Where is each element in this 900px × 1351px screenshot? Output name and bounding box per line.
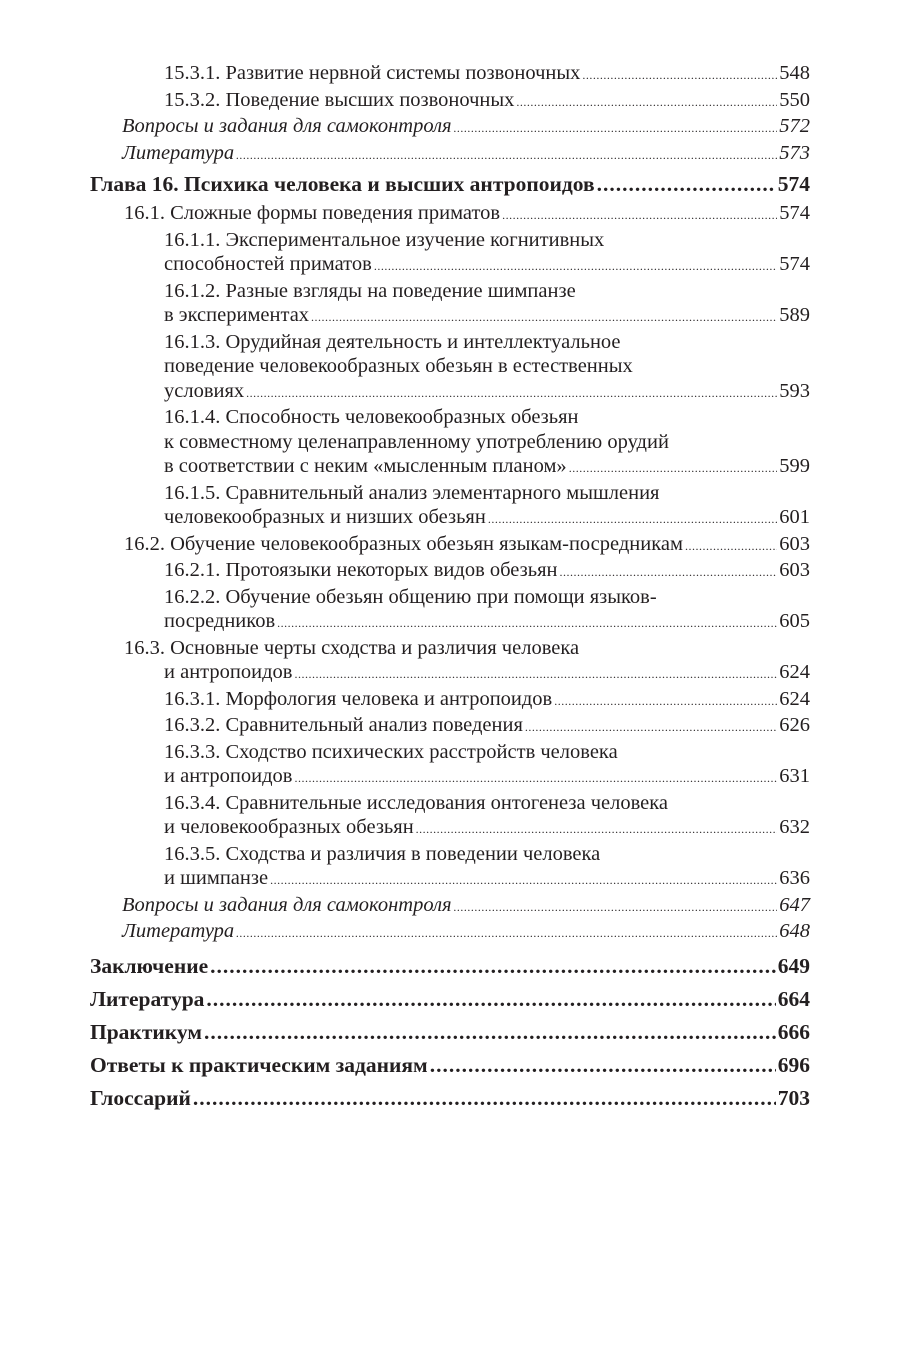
entry-title: 16.3. Основные черты сходства и различия человека [124,636,580,659]
toc-entry [90,201,810,228]
toc-line [164,558,810,585]
dot-leader [193,1082,776,1115]
entry-title: и шимпанзе [164,867,269,889]
dot-leader [582,63,777,88]
toc-line [164,252,810,279]
entry-title: к совместному целенаправленному употреблению орудий [164,430,669,453]
toc-line [164,88,810,115]
toc-line [164,713,810,740]
dot-leader [597,168,776,201]
entry-title: 16.3.4. Сравнительные исследования онтогенеза человека [164,791,668,814]
entry-title: в экспериментах [164,304,310,326]
entry-title: поведение человекообразных обезьян в естественных [164,355,633,377]
dot-leader [454,116,778,141]
dot-leader [416,817,778,842]
toc-line [122,893,810,920]
page-number: 703 [777,1085,810,1110]
entry-title: Заключение [90,953,209,978]
dot-leader [270,868,777,893]
toc-entry [90,713,810,740]
entry-title: человекообразных и низших обезьян [164,506,486,528]
toc-line [164,505,810,532]
dot-leader [554,689,777,714]
dot-leader [454,895,778,920]
entry-title: 15.3.1. Развитие нервной системы позвоночных [164,62,581,84]
toc-entry [90,558,810,585]
entry-title: в соответствии с неким «мысленным планом» [164,455,567,477]
toc-line [164,303,810,330]
entry-title: способностей приматов [164,253,372,275]
entry-title: 16.3.5. Сходства и различия в поведении человека [164,842,601,865]
page-number: 664 [777,986,810,1011]
entry-title: Литература [122,141,235,164]
page-number: 603 [779,532,810,555]
toc-line [122,141,810,168]
page-number: 548 [779,62,810,84]
dot-leader [430,1049,776,1082]
toc-line [164,866,810,893]
toc-line [164,609,810,636]
page-number: 666 [777,1019,810,1044]
toc-entry [90,893,810,920]
entry-title: 16.2.2. Обучение обезьян общению при помощи языков- [164,585,657,608]
toc-line [164,379,810,406]
page-number: 573 [779,141,810,164]
toc-line [164,228,810,253]
toc-entry [90,842,810,893]
page-number: 632 [779,816,810,838]
chapter-entry [90,168,810,201]
toc-line [164,687,810,714]
toc-line [90,1082,810,1115]
entry-title: Литература [90,986,205,1011]
toc-line [124,636,810,661]
entry-title: 16.1. Сложные формы поведения приматов [124,202,501,224]
page-number: 696 [777,1052,810,1077]
dot-leader [277,611,777,636]
dot-leader [236,143,777,168]
entry-title: Глоссарий [90,1085,191,1110]
toc-entry [90,88,810,115]
dot-leader [374,254,777,279]
dot-leader [502,203,777,228]
toc-entry [90,532,810,559]
toc-line [164,405,810,430]
toc-line [164,454,810,481]
entry-title: Литература [122,920,235,942]
toc-entry [90,279,810,330]
section-entry [90,1016,810,1049]
dot-leader [569,456,778,481]
toc-entry [90,585,810,636]
toc-line [90,168,810,201]
entry-title: 16.3.3. Сходство психических расстройств человека [164,740,618,763]
toc-entry [90,919,810,946]
toc-line [124,201,810,228]
entry-title: Вопросы и задания для самоконтроля [122,115,452,137]
dot-leader [685,534,777,559]
entry-title: 16.1.1. Экспериментальное изучение когнитивных [164,228,605,251]
page-number: 593 [779,379,810,402]
entry-title: 15.3.2. Поведение высших позвоночных [164,88,515,111]
entry-title: 16.3.2. Сравнительный анализ поведения [164,714,523,736]
dot-leader [236,921,777,946]
section-entry [90,1049,810,1082]
toc-line [124,532,810,559]
page-number: 649 [777,953,810,978]
entry-title: Глава 16. Психика человека и высших антропоидов [90,172,595,196]
toc-line [90,1016,810,1049]
toc-line [164,279,810,304]
toc-line [164,791,810,816]
toc-entry [90,405,810,481]
page-number: 636 [779,867,810,889]
toc-entry [90,740,810,791]
dot-leader [294,766,777,791]
toc-line [90,983,810,1016]
page-number: 572 [779,115,810,137]
toc-line [122,919,810,946]
section-entry [90,983,810,1016]
page-number: 624 [779,687,810,710]
dot-leader [206,983,775,1016]
toc-line [164,61,810,88]
toc-entry [90,636,810,687]
page-number: 574 [779,253,810,275]
toc-line [164,842,810,867]
page-number: 574 [779,202,810,224]
toc-line [164,740,810,765]
entry-title: 16.1.3. Орудийная деятельность и интеллектуальное [164,330,621,353]
toc-entry [90,791,810,842]
toc-entry [90,687,810,714]
toc-line [164,430,810,455]
page-number: 626 [779,714,810,736]
page-number: 599 [779,455,810,477]
entry-title: 16.1.5. Сравнительный анализ элементарного мышления [164,481,660,504]
toc-line [164,815,810,842]
page-number: 550 [779,88,810,111]
entry-title: 16.1.4. Способность человекообразных обезьян [164,406,579,428]
entry-title: и антропоидов [164,765,293,787]
entry-title: и человекообразных обезьян [164,816,414,838]
section-entry [90,1082,810,1115]
toc-line [164,585,810,610]
page-number: 631 [779,765,810,787]
dot-leader [516,90,777,115]
entry-title: посредников [164,610,276,632]
dot-leader [204,1016,776,1049]
page-number: 647 [779,893,810,916]
page-number: 605 [779,610,810,632]
toc-entry [90,481,810,532]
toc-entry [90,330,810,406]
dot-leader [246,381,777,406]
toc-line [164,481,810,506]
dot-leader [311,305,777,330]
section-entry [90,950,810,983]
toc-entry [90,114,810,141]
table-of-contents [90,61,810,1115]
toc-line [90,950,810,983]
dot-leader [488,507,777,532]
page-number: 601 [779,506,810,528]
entry-title: условиях [164,379,245,402]
toc-line [122,114,810,141]
page-number: 624 [779,661,810,683]
entry-title: 16.2. Обучение человекообразных обезьян языкам-посредникам [124,532,683,555]
entry-title: 16.2.1. Протоязыки некоторых видов обезьян [164,559,558,581]
toc-line [164,764,810,791]
entry-title: Ответы к практическим заданиям [90,1052,428,1077]
entry-title: Практикум [90,1019,202,1044]
entry-title: 16.1.2. Разные взгляды на поведение шимпанзе [164,279,576,302]
toc-line [90,1049,810,1082]
dot-leader [210,950,776,983]
toc-entry [90,228,810,279]
entry-title: и антропоидов [164,661,293,683]
toc-entry [90,61,810,88]
dot-leader [559,560,777,585]
entry-title: 16.3.1. Морфология человека и антропоидов [164,687,553,710]
dot-leader [525,715,777,740]
page-number: 648 [779,920,810,942]
entry-title: Вопросы и задания для самоконтроля [122,893,452,916]
page-number: 589 [779,304,810,326]
toc-line [164,330,810,355]
dot-leader [294,662,777,687]
toc-entry [90,141,810,168]
page-number: 603 [779,559,810,581]
toc-line [124,660,810,687]
page-number: 574 [777,172,810,196]
toc-line [164,354,810,379]
